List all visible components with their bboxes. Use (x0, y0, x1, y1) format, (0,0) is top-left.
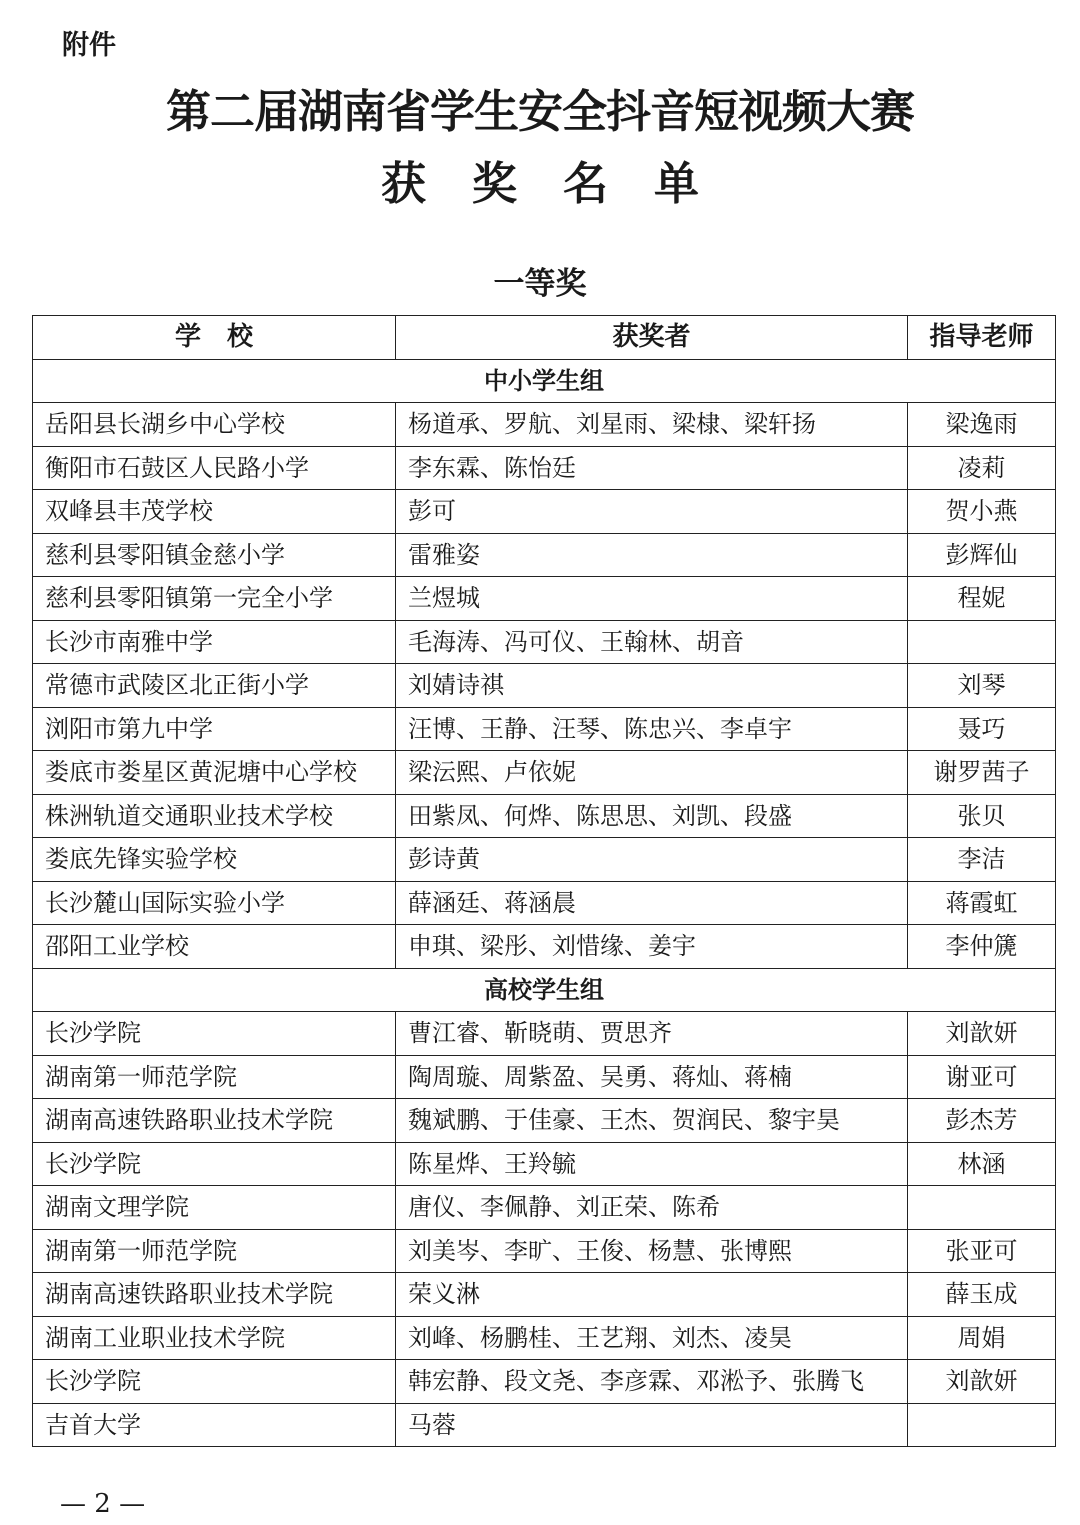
table-row (33, 925, 1056, 969)
teacher-cell: 蒋霞虹 (908, 881, 1056, 925)
winners-cell: 韩宏静、段文尧、李彦霖、邓淞予、张腾飞 (396, 1360, 908, 1404)
winners-cell: 刘峰、杨鹏桂、王艺翔、刘杰、凌昊 (396, 1316, 908, 1360)
winners-cell: 荣义淋 (396, 1273, 908, 1317)
group-header-row (33, 359, 1056, 403)
school-cell: 湖南高速铁路职业技术学院 (33, 1273, 396, 1317)
school-cell: 湖南第一师范学院 (33, 1055, 396, 1099)
teacher-cell: 刘歆妍 (908, 1360, 1056, 1404)
table-row (33, 881, 1056, 925)
winners-cell: 彭可 (396, 490, 908, 534)
subtitle-char: 奖 (471, 157, 517, 210)
group-header-row (33, 968, 1056, 1012)
table-row (33, 533, 1056, 577)
school-cell: 长沙学院 (33, 1360, 396, 1404)
header-teacher: 指导老师 (908, 316, 1056, 360)
school-cell: 娄底先锋实验学校 (33, 838, 396, 882)
winners-cell: 陶周璇、周紫盈、吴勇、蒋灿、蒋楠 (396, 1055, 908, 1099)
page-number: — 2 — (60, 1489, 146, 1519)
teacher-cell: 彭辉仙 (908, 533, 1056, 577)
winners-cell: 毛海涛、冯可仪、王翰林、胡音 (396, 620, 908, 664)
teacher-cell: 谢亚可 (908, 1055, 1056, 1099)
winners-cell: 马蓉 (396, 1403, 908, 1447)
teacher-cell: 刘歆妍 (908, 1012, 1056, 1056)
school-cell: 湖南文理学院 (33, 1186, 396, 1230)
table-row (33, 490, 1056, 534)
winners-cell: 田紫凤、何烨、陈思思、刘凯、段盛 (396, 794, 908, 838)
teacher-cell (908, 1403, 1056, 1447)
teacher-cell: 聂巧 (908, 707, 1056, 751)
school-cell: 长沙学院 (33, 1012, 396, 1056)
school-cell: 慈利县零阳镇金慈小学 (33, 533, 396, 577)
winners-cell: 刘美岑、李旷、王俊、杨慧、张博熙 (396, 1229, 908, 1273)
winners-cell: 魏斌鹏、于佳豪、王杰、贺润民、黎宇昊 (396, 1099, 908, 1143)
winners-cell: 唐仪、李佩静、刘正荣、陈希 (396, 1186, 908, 1230)
winners-cell: 雷雅姿 (396, 533, 908, 577)
teacher-cell: 梁逸雨 (908, 403, 1056, 447)
teacher-cell: 凌莉 (908, 446, 1056, 490)
winners-cell: 兰煜城 (396, 577, 908, 621)
school-cell: 岳阳县长湖乡中心学校 (33, 403, 396, 447)
document-title: 第二届湖南省学生安全抖音短视频大赛 (165, 85, 914, 138)
table-row (33, 1360, 1056, 1404)
table-header-row (33, 316, 1056, 360)
prize-level-heading: 一等奖 (493, 266, 587, 302)
table-row (33, 1403, 1056, 1447)
winners-cell: 汪博、王静、汪琴、陈忠兴、李卓宇 (396, 707, 908, 751)
table-row (33, 838, 1056, 882)
winners-cell: 彭诗黄 (396, 838, 908, 882)
winners-cell: 李东霖、陈怡廷 (396, 446, 908, 490)
table-row (33, 1316, 1056, 1360)
table-row (33, 707, 1056, 751)
winners-cell: 陈星烨、王羚毓 (396, 1142, 908, 1186)
teacher-cell: 程妮 (908, 577, 1056, 621)
awards-table (32, 315, 1056, 1447)
teacher-cell (908, 620, 1056, 664)
table-row (33, 620, 1056, 664)
school-cell: 湖南第一师范学院 (33, 1229, 396, 1273)
teacher-cell: 刘琴 (908, 664, 1056, 708)
winners-cell: 刘婧诗祺 (396, 664, 908, 708)
table-row (33, 1229, 1056, 1273)
subtitle-char: 单 (654, 157, 700, 210)
teacher-cell: 李洁 (908, 838, 1056, 882)
table-row (33, 577, 1056, 621)
teacher-cell: 周娟 (908, 1316, 1056, 1360)
table-row (33, 1012, 1056, 1056)
table-row (33, 664, 1056, 708)
table-row (33, 1273, 1056, 1317)
group-name: 高校学生组 (33, 968, 1056, 1012)
winners-cell: 杨道承、罗航、刘星雨、梁棣、梁轩扬 (396, 403, 908, 447)
school-cell: 株洲轨道交通职业技术学校 (33, 794, 396, 838)
school-cell: 湖南高速铁路职业技术学院 (33, 1099, 396, 1143)
school-cell: 湖南工业职业技术学院 (33, 1316, 396, 1360)
teacher-cell: 贺小燕 (908, 490, 1056, 534)
school-cell: 长沙学院 (33, 1142, 396, 1186)
table-row (33, 446, 1056, 490)
school-cell: 吉首大学 (33, 1403, 396, 1447)
school-cell: 娄底市娄星区黄泥塘中心学校 (33, 751, 396, 795)
winners-cell: 薛涵廷、蒋涵晨 (396, 881, 908, 925)
school-cell: 双峰县丰茂学校 (33, 490, 396, 534)
document-subtitle (0, 154, 1080, 214)
attachment-label: 附件 (62, 30, 116, 61)
winners-cell: 申琪、梁彤、刘惜缘、姜宇 (396, 925, 908, 969)
winners-cell: 曹江睿、靳晓萌、贾思齐 (396, 1012, 908, 1056)
table-row (33, 1055, 1056, 1099)
school-cell: 慈利县零阳镇第一完全小学 (33, 577, 396, 621)
table-row (33, 794, 1056, 838)
header-school: 学 校 (33, 316, 396, 360)
teacher-cell: 彭杰芳 (908, 1099, 1056, 1143)
school-cell: 长沙麓山国际实验小学 (33, 881, 396, 925)
table-row (33, 403, 1056, 447)
group-name: 中小学生组 (33, 359, 1056, 403)
table-row (33, 1186, 1056, 1230)
subtitle-char: 获 (380, 157, 426, 210)
school-cell: 常德市武陵区北正街小学 (33, 664, 396, 708)
school-cell: 长沙市南雅中学 (33, 620, 396, 664)
awards-table-body (33, 316, 1056, 1447)
teacher-cell: 张贝 (908, 794, 1056, 838)
subtitle-char: 名 (563, 157, 609, 210)
winners-cell: 梁沄熙、卢依妮 (396, 751, 908, 795)
school-cell: 邵阳工业学校 (33, 925, 396, 969)
teacher-cell: 李仲篪 (908, 925, 1056, 969)
teacher-cell: 张亚可 (908, 1229, 1056, 1273)
table-row (33, 751, 1056, 795)
school-cell: 浏阳市第九中学 (33, 707, 396, 751)
teacher-cell: 林涵 (908, 1142, 1056, 1186)
teacher-cell: 薛玉成 (908, 1273, 1056, 1317)
teacher-cell (908, 1186, 1056, 1230)
school-cell: 衡阳市石鼓区人民路小学 (33, 446, 396, 490)
table-row (33, 1142, 1056, 1186)
table-row (33, 1099, 1056, 1143)
header-winners: 获奖者 (396, 316, 908, 360)
teacher-cell: 谢罗茜子 (908, 751, 1056, 795)
